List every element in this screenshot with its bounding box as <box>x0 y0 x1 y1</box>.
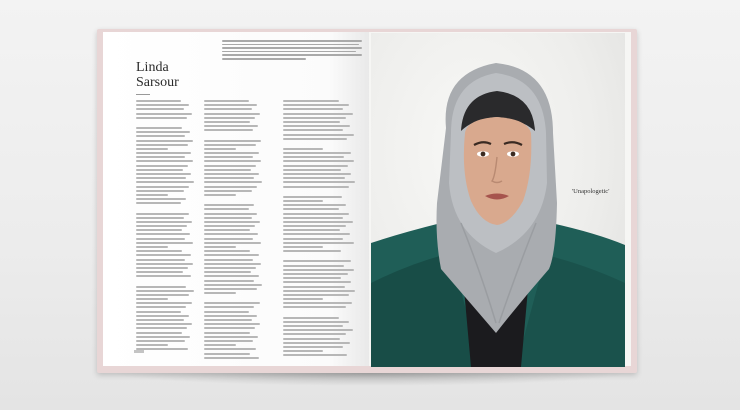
text-line <box>204 344 236 346</box>
text-line <box>136 327 187 329</box>
text-line <box>283 298 323 300</box>
text-line <box>204 156 253 158</box>
text-line <box>283 294 349 296</box>
text-line <box>136 213 189 215</box>
page-number <box>134 350 144 353</box>
text-line <box>283 346 343 348</box>
text-line <box>204 173 259 175</box>
text-line <box>283 200 323 202</box>
text-line <box>136 233 190 235</box>
text-line <box>136 311 181 313</box>
text-line <box>136 202 181 204</box>
text-line <box>204 233 258 235</box>
text-line <box>136 186 189 188</box>
text-line <box>136 290 194 292</box>
title-divider <box>136 94 150 95</box>
text-column-1 <box>136 100 194 353</box>
text-line <box>136 332 182 334</box>
text-line <box>283 129 343 131</box>
text-line <box>204 121 250 123</box>
page-title <box>136 60 216 90</box>
text-line <box>204 336 258 338</box>
text-line <box>136 315 189 317</box>
intro-text-block <box>222 40 362 62</box>
text-line <box>283 350 323 352</box>
text-line <box>204 332 250 334</box>
text-line <box>204 340 253 342</box>
text-line <box>136 117 187 119</box>
text-line <box>283 152 351 154</box>
text-line <box>283 160 354 162</box>
text-line <box>136 108 184 110</box>
text-line <box>283 138 347 140</box>
text-line <box>136 275 191 277</box>
text-line <box>136 190 184 192</box>
text-line <box>136 259 185 261</box>
text-line <box>204 117 255 119</box>
text-line <box>136 271 183 273</box>
text-line <box>136 152 191 154</box>
text-line <box>136 165 188 167</box>
text-line <box>136 181 194 183</box>
text-line <box>204 254 259 256</box>
text-line <box>283 121 340 123</box>
text-line <box>204 113 260 115</box>
text-line <box>204 327 255 329</box>
text-line <box>136 238 185 240</box>
portrait-photo <box>371 33 625 367</box>
text-line <box>283 173 351 175</box>
text-line <box>283 117 346 119</box>
text-line <box>283 302 352 304</box>
text-line <box>283 186 349 188</box>
text-line <box>283 329 353 331</box>
text-line <box>204 229 250 231</box>
text-line <box>204 181 262 183</box>
text-line <box>204 140 261 142</box>
text-line <box>204 100 249 102</box>
text-line <box>283 177 345 179</box>
text-line <box>204 104 257 106</box>
text-line <box>136 254 191 256</box>
text-line <box>283 290 355 292</box>
text-line <box>283 238 343 240</box>
text-column-3 <box>283 100 355 359</box>
text-line <box>136 104 189 106</box>
text-line <box>283 325 343 327</box>
text-line <box>283 229 340 231</box>
text-line <box>283 273 348 275</box>
text-line <box>283 281 351 283</box>
text-line <box>204 190 252 192</box>
text-line <box>204 284 262 286</box>
title-first-name: Linda <box>136 60 169 75</box>
text-line <box>136 250 182 252</box>
text-line <box>204 208 249 210</box>
text-line <box>283 134 354 136</box>
text-line <box>204 225 255 227</box>
text-line <box>283 204 346 206</box>
text-line <box>204 319 252 321</box>
text-line <box>204 275 259 277</box>
text-line <box>283 269 354 271</box>
text-line <box>283 242 354 244</box>
text-line <box>136 156 185 158</box>
text-line <box>204 353 250 355</box>
text-line <box>136 229 182 231</box>
text-line <box>283 217 343 219</box>
text-line <box>283 100 339 102</box>
text-line <box>204 165 256 167</box>
text-line <box>283 196 342 198</box>
text-line <box>136 127 182 129</box>
text-line <box>204 177 254 179</box>
text-line <box>204 144 256 146</box>
text-line <box>204 288 257 290</box>
text-line <box>283 338 340 340</box>
text-line <box>136 148 168 150</box>
text-line <box>136 263 193 265</box>
text-line <box>283 225 346 227</box>
title-last-name: Sarsour <box>136 75 179 90</box>
text-line <box>204 160 261 162</box>
text-line <box>204 263 261 265</box>
text-line <box>283 354 347 356</box>
text-line <box>136 302 192 304</box>
text-line <box>283 333 346 335</box>
text-line <box>204 148 236 150</box>
text-line <box>136 336 190 338</box>
portrait-illustration <box>371 33 625 367</box>
text-line <box>204 194 236 196</box>
text-line <box>136 144 188 146</box>
text-line <box>136 344 168 346</box>
text-line <box>136 217 184 219</box>
text-line <box>204 242 261 244</box>
text-line <box>204 259 253 261</box>
text-line <box>283 125 350 127</box>
text-line <box>283 148 323 150</box>
text-line <box>136 323 192 325</box>
text-line <box>204 108 252 110</box>
text-line <box>283 306 346 308</box>
text-line <box>204 306 254 308</box>
text-line <box>283 250 341 252</box>
text-line <box>136 298 168 300</box>
text-line <box>204 357 259 359</box>
text-line <box>204 302 260 304</box>
text-line <box>204 292 236 294</box>
text-line <box>204 271 251 273</box>
text-line <box>204 267 256 269</box>
text-line <box>283 208 339 210</box>
text-line <box>283 104 349 106</box>
text-column-2 <box>204 100 262 361</box>
text-line <box>136 177 186 179</box>
text-line <box>204 186 257 188</box>
text-line <box>204 129 253 131</box>
text-line <box>283 246 323 248</box>
text-line <box>204 221 260 223</box>
text-line <box>136 221 192 223</box>
text-line <box>283 165 348 167</box>
text-line <box>136 169 183 171</box>
text-line <box>204 323 260 325</box>
text-line <box>136 294 189 296</box>
text-line <box>283 169 341 171</box>
text-line <box>204 250 250 252</box>
text-line <box>204 348 256 350</box>
text-line <box>204 238 253 240</box>
text-line <box>204 246 236 248</box>
text-line <box>136 160 193 162</box>
text-line <box>283 317 339 319</box>
text-line <box>283 265 344 267</box>
text-line <box>283 113 353 115</box>
text-line <box>283 342 350 344</box>
text-line <box>136 173 191 175</box>
text-line <box>136 194 168 196</box>
text-line <box>204 152 259 154</box>
text-line <box>136 246 168 248</box>
text-line <box>136 306 186 308</box>
text-line <box>283 108 343 110</box>
text-line <box>136 267 188 269</box>
text-line <box>283 286 345 288</box>
text-line <box>136 340 185 342</box>
text-line <box>283 321 349 323</box>
photo-caption: 'Unapologetic' <box>572 188 610 195</box>
text-line <box>136 135 185 137</box>
text-line <box>136 319 184 321</box>
text-line <box>136 286 186 288</box>
text-line <box>136 100 181 102</box>
text-line <box>136 242 193 244</box>
text-line <box>283 260 351 262</box>
text-line <box>283 156 344 158</box>
text-line <box>283 213 349 215</box>
text-line <box>283 233 350 235</box>
text-line <box>136 113 192 115</box>
text-line <box>204 280 254 282</box>
text-line <box>204 217 252 219</box>
text-line <box>136 140 193 142</box>
text-line <box>283 181 355 183</box>
text-line <box>204 315 257 317</box>
text-line <box>204 125 258 127</box>
text-line <box>136 225 187 227</box>
text-line <box>204 311 249 313</box>
text-line <box>283 277 341 279</box>
text-line <box>204 204 254 206</box>
text-line <box>204 169 251 171</box>
text-line <box>136 198 186 200</box>
text-line <box>136 131 190 133</box>
text-line <box>204 213 257 215</box>
text-line <box>283 221 353 223</box>
